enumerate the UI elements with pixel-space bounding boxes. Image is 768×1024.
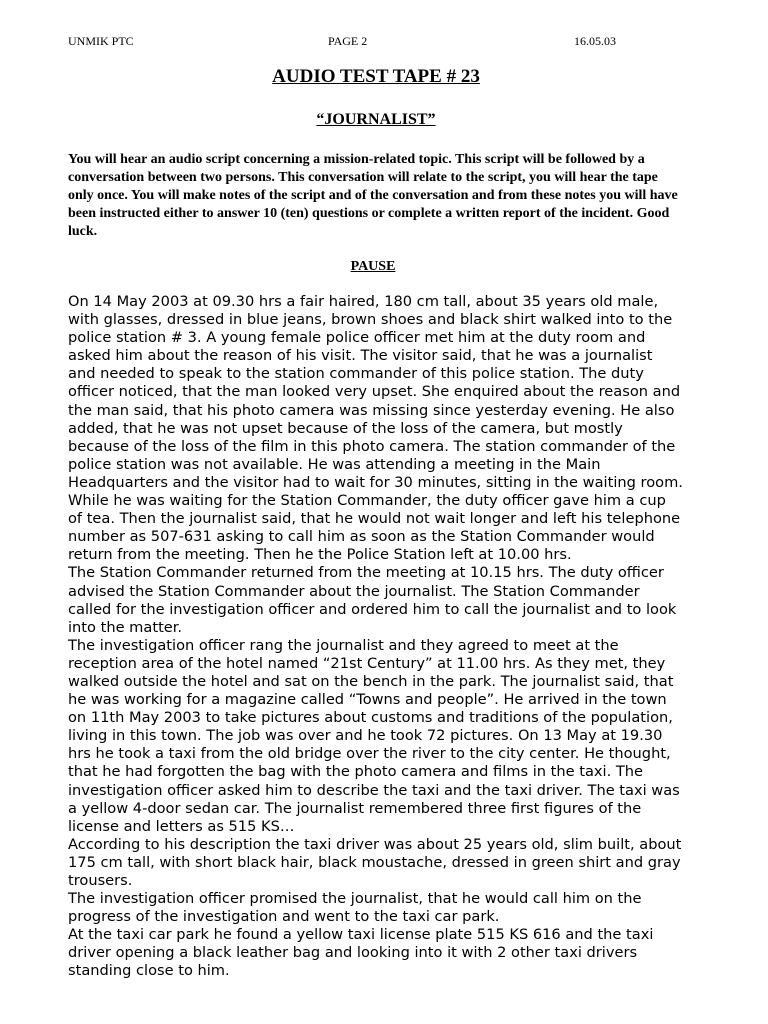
pause-heading: PAUSE [350,259,396,274]
script-paragraph: The investigation officer promised the journalist, that he would call him on the progress of the investigation and went to the taxi car park. [68,890,642,926]
instructions-paragraph: You will hear an audio script concerning a mission-related topic. This script will be followed by a conversation between two persons. This conversation will relate to the script, you will hear the tape only once. You will make notes of the script and of the conversation and from these notes you will have been instructed either to answer 10 (ten) questions or complete a written report of the incident. Good luck. [68,152,678,239]
script-paragraph: The Station Commander returned from the meeting at 10.15 hrs. The duty officer advised the Station Commander about the journalist. The Station Commander called for the investigation officer and ordered him to call the journalist and to look into the matter. [68,564,677,636]
document-title: AUDIO TEST TAPE # 23 [272,66,480,87]
header-page-number: PAGE 2 [328,34,368,48]
script-body [68,293,683,981]
script-paragraph: At the taxi car park he found a yellow taxi license plate 515 KS 616 and the taxi driver opening a black leather bag and looking into it with 2 other taxi drivers standing close to him. [68,926,654,980]
header-organization: UNMIK PTC [68,34,134,48]
document-subtitle: “JOURNALIST” [316,111,436,128]
script-paragraph: According to his description the taxi driver was about 25 years old, slim built, about 175 cm tall, with short black hair, black moustache, dressed in green shirt and gray trousers. [68,835,682,889]
script-paragraph: The investigation officer rang the journalist and they agreed to meet at the reception area of the hotel named “21st Century” at 11.00 hrs. As they met, they walked outside the hotel and sat on the bench in the park. The journalist said, that he was working for a magazine called “Towns and people”. He arrived in the town on 11th May 2003 to take pictures about customs and traditions of the population, living in this town. The job was over and he took 72 pictures. On 13 May at 19.30 hrs he took a taxi from the old bridge over the river to the city center. He thought, that he had forgotten the bag with the photo camera and films in the taxi. The investigation officer asked him to describe the taxi and the taxi driver. The taxi was a yellow 4-door sedan car. The journalist remembered three first figures of the license and letters as 515 KS… [68,636,680,835]
header-date: 16.05.03 [574,34,616,48]
script-paragraph: On 14 May 2003 at 09.30 hrs a fair haired, 180 cm tall, about 35 years old male, with glasses, dressed in blue jeans, brown shoes and black shirt walked into to the police station # 3. A young female police officer met him at the duty room and asked him about the reason of his visit. The visitor said, that he was a journalist and needed to speak to the station commander of this police station. The duty officer noticed, that the man looked very upset. She enquired about the reason and the man said, that his photo camera was missing since yesterday evening. He also added, that he was not upset because of the loss of the camera, but mostly because of the loss of the film in this photo camera. The station commander of the police station was not available. He was attending a meeting in the Main Headquarters and the visitor had to wait for 30 minutes, sitting in the waiting room. While he was waiting for the Station Commander, the duty officer gave him a cup of tea. Then the journalist said, that he would not wait longer and left his telephone number as 507-631 asking to call him as soon as the Station Commander would return from the meeting. Then he the Police Station left at 10.00 hrs. [68,293,683,564]
